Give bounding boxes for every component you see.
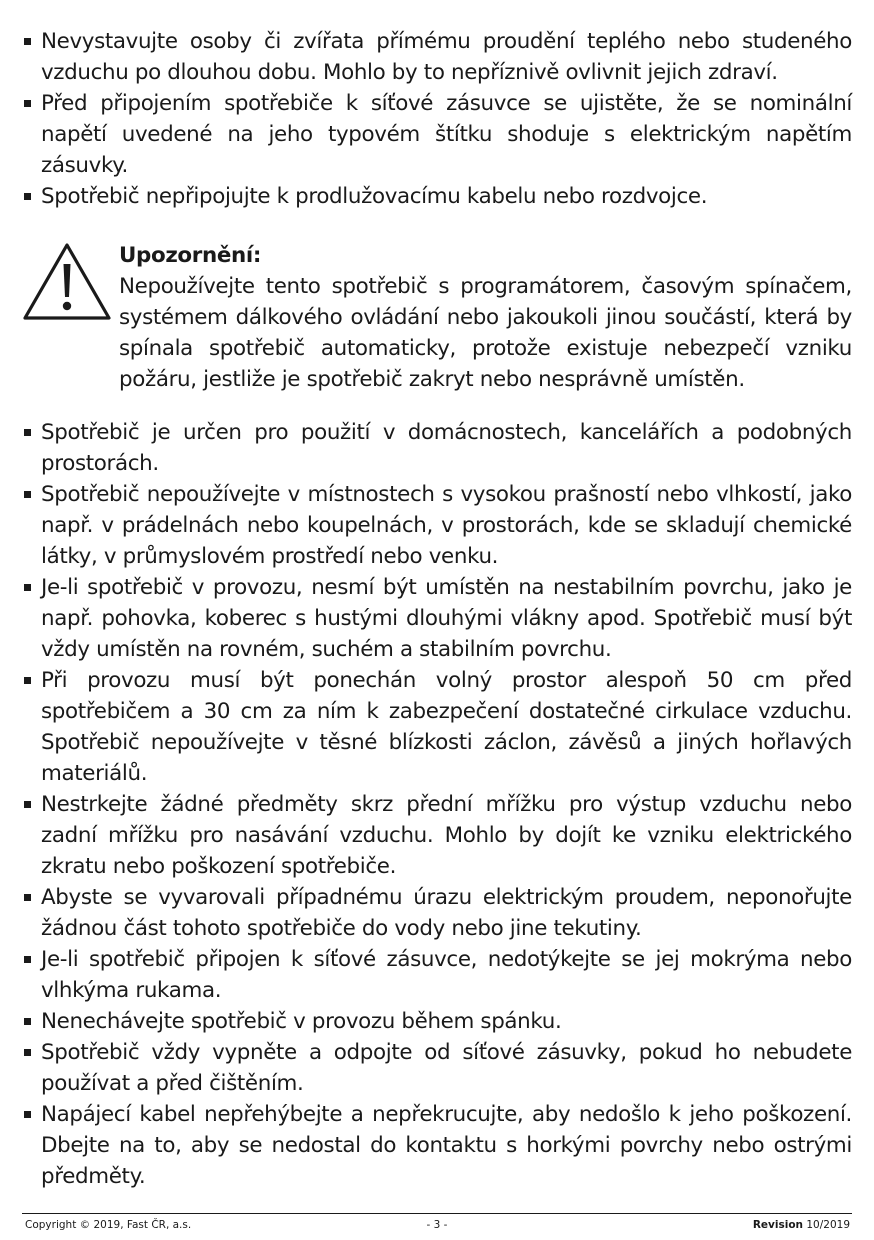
list-item: Je-li spotřebič připojen k síťové zásuvce, nedotýkejte se jej mokrýma nebo vlhkýma rukama. [22,944,852,1006]
list-item: Spotřebič vždy vypněte a odpojte od síťové zásuvky, pokud ho nebudete používat a před čištěním. [22,1037,852,1099]
footer-page-number: - 3 - [426,1219,448,1231]
list-item: Spotřebič je určen pro použití v domácnostech, kancelářích a podobných prostorách. [22,417,852,479]
footer-revision [753,1219,850,1231]
list-item: Je-li spotřebič v provozu, nesmí být umístěn na nestabilním povrchu, jako je např. pohovka, koberec s hustými dlouhými vlákny apod. Spotřebič musí být vždy umístěn na rovném, suchém a stabilním povrchu. [22,572,852,665]
warning-block [22,240,852,400]
warning-body: Nepoužívejte tento spotřebič s programátorem, časovým spínačem, systémem dálkového ovládání nebo jakoukoli jinou součástí, která by spínala spotřebič automaticky, protože existuje nebezpečí vzniku požáru, jestliže je spotřebič zakryt nebo nesprávně umístěn. [119,274,852,392]
revision-label: Revision [752,1219,804,1231]
warning-title: Upozornění: [119,243,262,268]
list-item: Nevystavujte osoby či zvířata přímému proudění teplého nebo studeného vzduchu po dlouhou dobu. Mohlo by to nepříznivě ovlivnit jejich zdraví. [22,26,852,88]
safety-list-bottom [22,417,852,1192]
list-item: Před připojením spotřebiče k síťové zásuvce se ujistěte, že se nominální napětí uvedené na jeho typovém štítku shoduje s elektrickým napětím zásuvky. [22,88,852,181]
list-item: Abyste se vyvarovali případnému úrazu elektrickým proudem, neponořujte žádnou část tohoto spotřebiče do vody nebo jine tekutiny. [22,882,852,944]
list-item: Nenechávejte spotřebič v provozu během spánku. [22,1006,852,1037]
list-item: Spotřebič nepoužívejte v místnostech s vysokou prašností nebo vlhkostí, jako např. v prádelnách nebo koupelnách, v prostorách, kde se skladují chemické látky, v průmyslovém prostředí nebo venku. [22,479,852,572]
revision-value: 10/2019 [806,1219,850,1231]
footer-copyright: Copyright © 2019, Fast ČR, a.s. [25,1219,192,1231]
safety-list-top [22,26,852,212]
list-item: Spotřebič nepřipojujte k prodlužovacímu kabelu nebo rozdvojce. [22,181,852,212]
footer-divider [22,1213,852,1214]
list-item: Při provozu musí být ponechán volný prostor alespoň 50 cm před spotřebičem a 30 cm za ním k zabezpečení dostatečné cirkulace vzduchu. Spotřebič nepoužívejte v těsné blízkosti záclon, závěsů a jiných hořlavých materiálů. [22,665,852,789]
list-item: Napájecí kabel nepřehýbejte a nepřekrucujte, aby nedošlo k jeho poškození. Dbejte na to, aby se nedostal do kontaktu s horkými povrchy nebo ostrými předměty. [22,1099,852,1192]
warning-text [119,240,852,395]
list-item: Nestrkejte žádné předměty skrz přední mřížku pro výstup vzduchu nebo zadní mřížku pro nasávání vzduchu. Mohlo by dojít ke vzniku elektrického zkratu nebo poškození spotřebiče. [22,789,852,882]
warning-triangle-icon [22,242,112,322]
